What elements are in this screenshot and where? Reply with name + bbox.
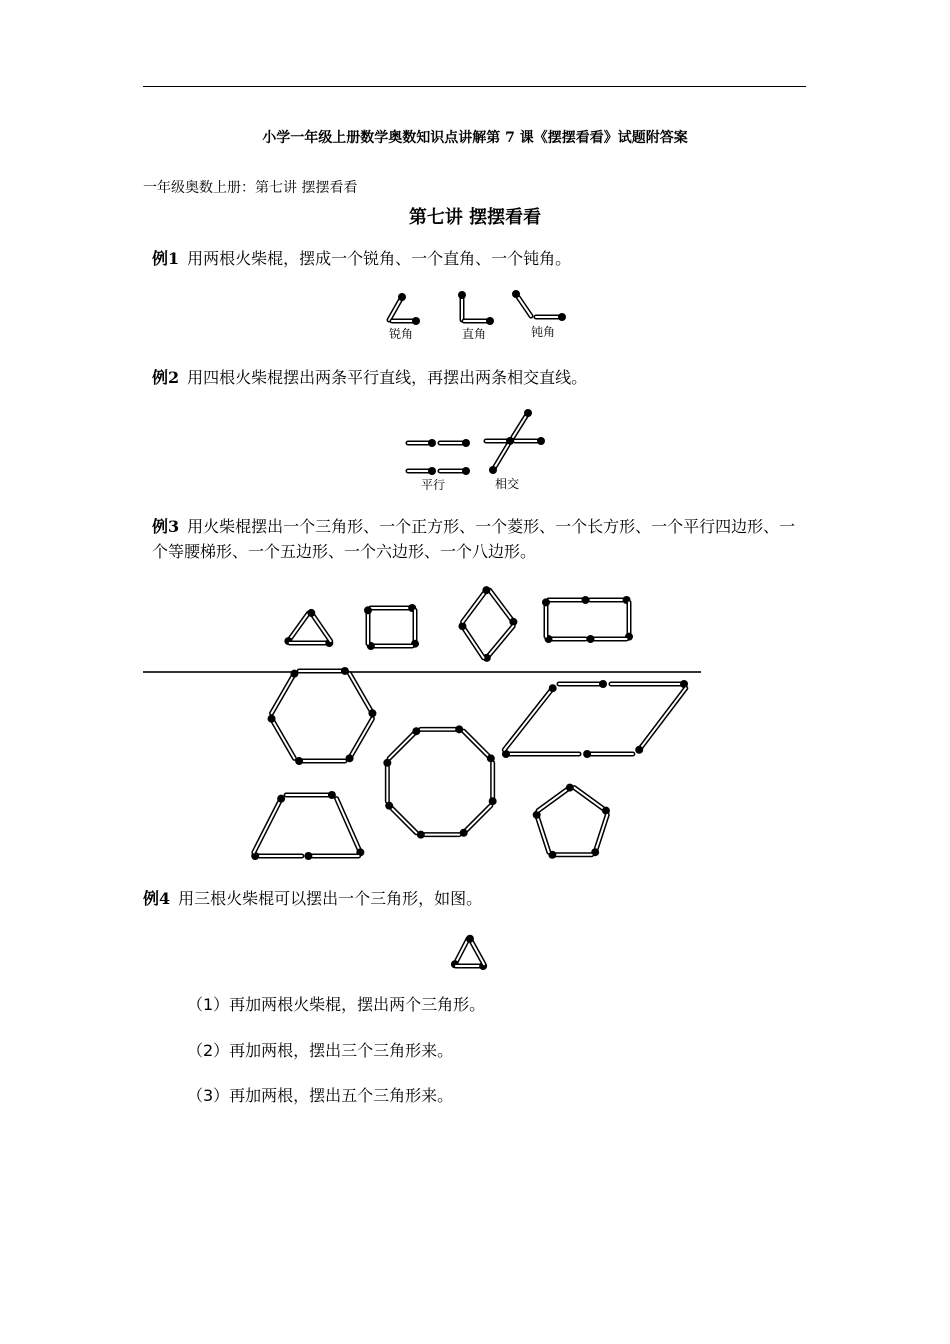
document-title: 小学一年级上册数学奥数知识点讲解第 7 课《摆摆看看》试题附答案 [262,130,688,146]
octagon-stick [489,763,497,805]
hexagon-stick [346,719,373,763]
label-right: 直角 [462,327,487,341]
rhombus-stick [463,586,491,622]
square-stick [371,604,416,612]
right-angle-stick [458,291,466,320]
pentagon-stick [533,811,549,852]
intersect-stick [489,445,508,474]
hexagon-stick [299,667,349,675]
pentagon-stick [574,788,610,815]
triangle-stick [290,639,334,647]
example-4-label: 例4 [143,889,171,908]
example-4-text: 用三根火柴棍可以摆出一个三角形，如图。 [178,889,483,908]
rectangle-stick [586,635,626,643]
hexagon-stick [272,670,299,714]
square-stick [364,606,372,643]
acute-angle-stick [392,317,420,325]
example-2-text: 用四根火柴棍摆出两条平行直线，再摆出两条相交直线。 [187,368,588,387]
rectangle-stick [549,596,590,604]
rectangle-stick [542,598,550,636]
obtuse-angle-stick [536,313,566,321]
parallel-stick [408,439,436,447]
question-1: （1）再加两根火柴棍，摆出两个三角形。 [187,995,486,1014]
pentagon-stick [591,815,607,856]
label-acute: 锐角 [389,327,414,341]
acute-angle-stick [389,293,406,320]
parallelogram-stick [502,750,579,758]
octagon-stick [385,802,416,833]
rectangle-stick [625,602,633,640]
trapezoid-stick [251,852,302,860]
parallelogram-stick [504,684,556,750]
intersect-stick [513,409,532,437]
example-3-label: 例3 [152,517,180,536]
octagon-stick [460,806,491,837]
square-stick [411,610,419,647]
example-3-text: 用火柴棍摆出一个三角形、一个正方形、一个菱形、一个长方形、一个平行四边形、一个等腰梯形、一个五边形、一个六边形、一个八边形。 [152,517,796,561]
octagon-stick [417,831,459,839]
example-1-label: 例1 [152,249,180,268]
hexagon-stick [295,757,345,765]
trapezoid-stick [304,852,358,860]
obtuse-angle-stick [512,290,531,316]
intersect-stick [515,437,545,445]
triangle-stick [284,613,308,645]
rhombus-stick [490,590,518,626]
example4-triangle-stick [466,935,484,965]
parallel-stick [440,467,470,475]
triangle-stick [307,609,330,641]
right-angle-stick [464,317,494,325]
octagon-stick [421,725,463,733]
pentagon-stick [538,784,574,811]
trapezoid-stick [337,799,365,857]
parallelogram-stick [635,688,686,754]
question-2: （2）再加两根，摆出三个三角形来。 [187,1041,454,1060]
octagon-stick [383,759,391,801]
octagon-stick [464,731,495,762]
label-parallel: 平行 [421,478,446,492]
lesson-title: 第七讲 摆摆看看 [408,207,542,228]
question-3: （3）再加两根，摆出五个三角形来。 [187,1086,454,1105]
parallelogram-stick [611,680,688,688]
example-1-text: 用两根火柴棍，摆成一个锐角、一个直角、一个钝角。 [187,249,572,268]
hexagon-stick [350,674,377,718]
example-2-label: 例2 [152,368,180,387]
hexagon-stick [268,715,295,759]
pentagon-stick [548,851,591,859]
octagon-stick [389,727,420,758]
square-stick [367,642,412,650]
parallel-stick [440,439,470,447]
rectangle-stick [545,635,586,643]
rectangle-stick [590,596,630,604]
subheading: 一年级奥数上册：第七讲 摆摆看看 [143,180,358,196]
parallel-stick [408,467,436,475]
trapezoid-stick [286,791,336,799]
rhombus-stick [458,622,483,658]
rhombus-stick [483,626,513,662]
trapezoid-stick [254,795,285,853]
label-obtuse: 钝角 [531,325,556,339]
parallelogram-stick [559,680,607,688]
parallelogram-stick [583,750,633,758]
label-intersect: 相交 [495,477,520,491]
